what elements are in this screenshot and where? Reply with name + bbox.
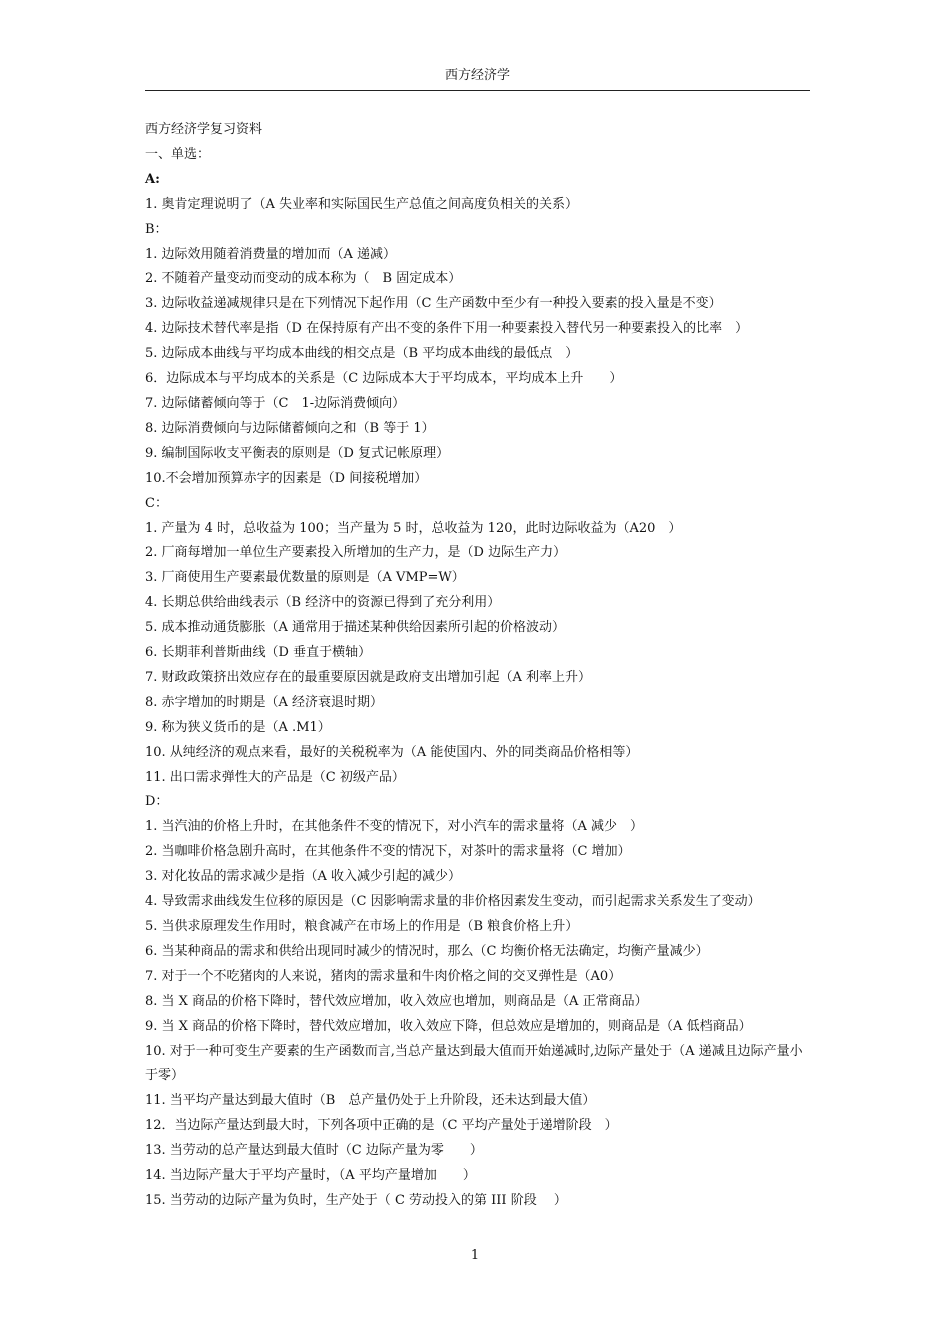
question-item: 10. 从纯经济的观点来看，最好的关税税率为（A 能使国内、外的同类商品价格相等） <box>145 744 639 760</box>
question-item: 14. 当边际产量大于平均产量时，（A 平均产量增加 ） <box>145 1168 476 1184</box>
question-item: 7. 财政政策挤出效应存在的最重要原因就是政府支出增加引起（A 利率上升） <box>145 669 592 685</box>
question-item: 3. 厂商使用生产要素最优数量的原则是（A VMP=W） <box>145 570 465 586</box>
question-item: 1. 奥肯定理说明了（A 失业率和实际国民生产总值之间高度负相关的关系） <box>145 196 579 212</box>
question-item: 10. 对于一种可变生产要素的生产函数而言,当总产量达到最大值而开始递减时,边际产量处于（A 递减且边际产量小于零） <box>145 1043 803 1084</box>
question-item: 10.不会增加预算赤字的因素是（D 间接税增加） <box>145 470 428 486</box>
question-item: 5. 当供求原理发生作用时，粮食减产在市场上的作用是（B 粮食价格上升） <box>145 919 579 934</box>
question-item: 8. 赤字增加的时期是（A 经济衰退时期） <box>145 694 384 710</box>
question-item: 4. 边际技术替代率是指（D 在保持原有产出不变的条件下用一种要素投入替代另一种要素投入的比率 ） <box>145 321 749 337</box>
question-item: 6．边际成本与平均成本的关系是（C 边际成本大于平均成本，平均成本上升 ） <box>145 371 623 387</box>
question-item: 2. 厂商每增加一单位生产要素投入所增加的生产力，是（D 边际生产力） <box>145 545 567 561</box>
question-item: 3. 边际收益递减规律只是在下列情况下起作用（C 生产函数中至少有一种投入要素的投入量是不变） <box>145 296 722 312</box>
question-item: 7. 边际储蓄倾向等于（C 1-边际消费倾向） <box>145 395 406 411</box>
document-title: 西方经济学复习资料 <box>145 122 263 137</box>
question-item: 1. 当汽油的价格上升时，在其他条件不变的情况下，对小汽车的需求量将（A 减少 ） <box>145 819 644 835</box>
question-item: 6. 长期菲利普斯曲线（D 垂直于横轴） <box>145 645 372 661</box>
question-item: 1. 边际效用随着消费量的增加而（A 递减） <box>145 246 397 262</box>
question-item: 9. 当 X 商品的价格下降时，替代效应增加，收入效应下降，但总效应是增加的，则商品是（A 低档商品） <box>145 1018 752 1034</box>
header-title: 西方经济学 <box>444 68 510 83</box>
question-item: 9. 编制国际收支平衡表的原则是（D 复式记帐原理） <box>145 445 450 461</box>
question-item: 12．当边际产量达到最大时，下列各项中正确的是（C 平均产量处于递增阶段 ） <box>145 1118 618 1134</box>
question-item: 9. 称为狭义货币的是（A .M1） <box>145 719 331 735</box>
section-heading: 一、单选： <box>145 146 211 162</box>
question-item: 4. 长期总供给曲线表示（B 经济中的资源已得到了充分利用） <box>145 595 501 611</box>
question-item: 2. 当咖啡价格急剧升高时，在其他条件不变的情况下，对茶叶的需求量将（C 增加） <box>145 844 631 860</box>
group-letter-heading: A: <box>145 171 160 187</box>
question-item: 5. 边际成本曲线与平均成本曲线的相交点是（B 平均成本曲线的最低点 ） <box>145 346 579 362</box>
question-item: 7. 对于一个不吃猪肉的人来说，猪肉的需求量和牛肉价格之间的交叉弹性是（A0） <box>145 968 622 984</box>
question-item: 8. 当 X 商品的价格下降时，替代效应增加，收入效应也增加，则商品是（A 正常商品） <box>145 993 648 1009</box>
question-item: 8. 边际消费倾向与边际储蓄倾向之和（B 等于 1） <box>145 420 435 436</box>
group-letter-heading: B： <box>145 221 168 237</box>
question-item: 11. 出口需求弹性大的产品是（C 初级产品） <box>145 769 405 785</box>
question-item: 15. 当劳动的边际产量为负时，生产处于（ C 劳动投入的第 III 阶段 ） <box>145 1192 567 1208</box>
page-number: 1 <box>470 1248 480 1263</box>
question-item: 1. 产量为 4 时，总收益为 100；当产量为 5 时，总收益为 120，此时边际收益为（A20 ） <box>145 520 682 536</box>
document-body <box>145 118 813 1214</box>
question-item: 6. 当某种商品的需求和供给出现同时减少的情况时，那么（C 均衡价格无法确定，均衡产量减少） <box>145 943 709 959</box>
question-item: 2. 不随着产量变动而变动的成本称为（ B 固定成本） <box>145 271 462 287</box>
group-letter-heading: C： <box>145 495 168 511</box>
page-header <box>145 66 810 91</box>
question-item: 3. 对化妆品的需求减少是指（A 收入减少引起的减少） <box>145 869 462 885</box>
question-item: 13. 当劳动的总产量达到最大值时（C 边际产量为零 ） <box>145 1143 483 1159</box>
question-item: 4. 导致需求曲线发生位移的原因是（C 因影响需求量的非价格因素发生变动，而引起需求关系发生了变动） <box>145 894 761 910</box>
question-groups <box>145 168 813 1214</box>
question-item: 11. 当平均产量达到最大值时（B 总产量仍处于上升阶段，还未达到最大值） <box>145 1093 596 1109</box>
group-letter-heading: D： <box>145 794 169 810</box>
question-item: 5. 成本推动通货膨胀（A 通常用于描述某种供给因素所引起的价格波动） <box>145 620 566 636</box>
